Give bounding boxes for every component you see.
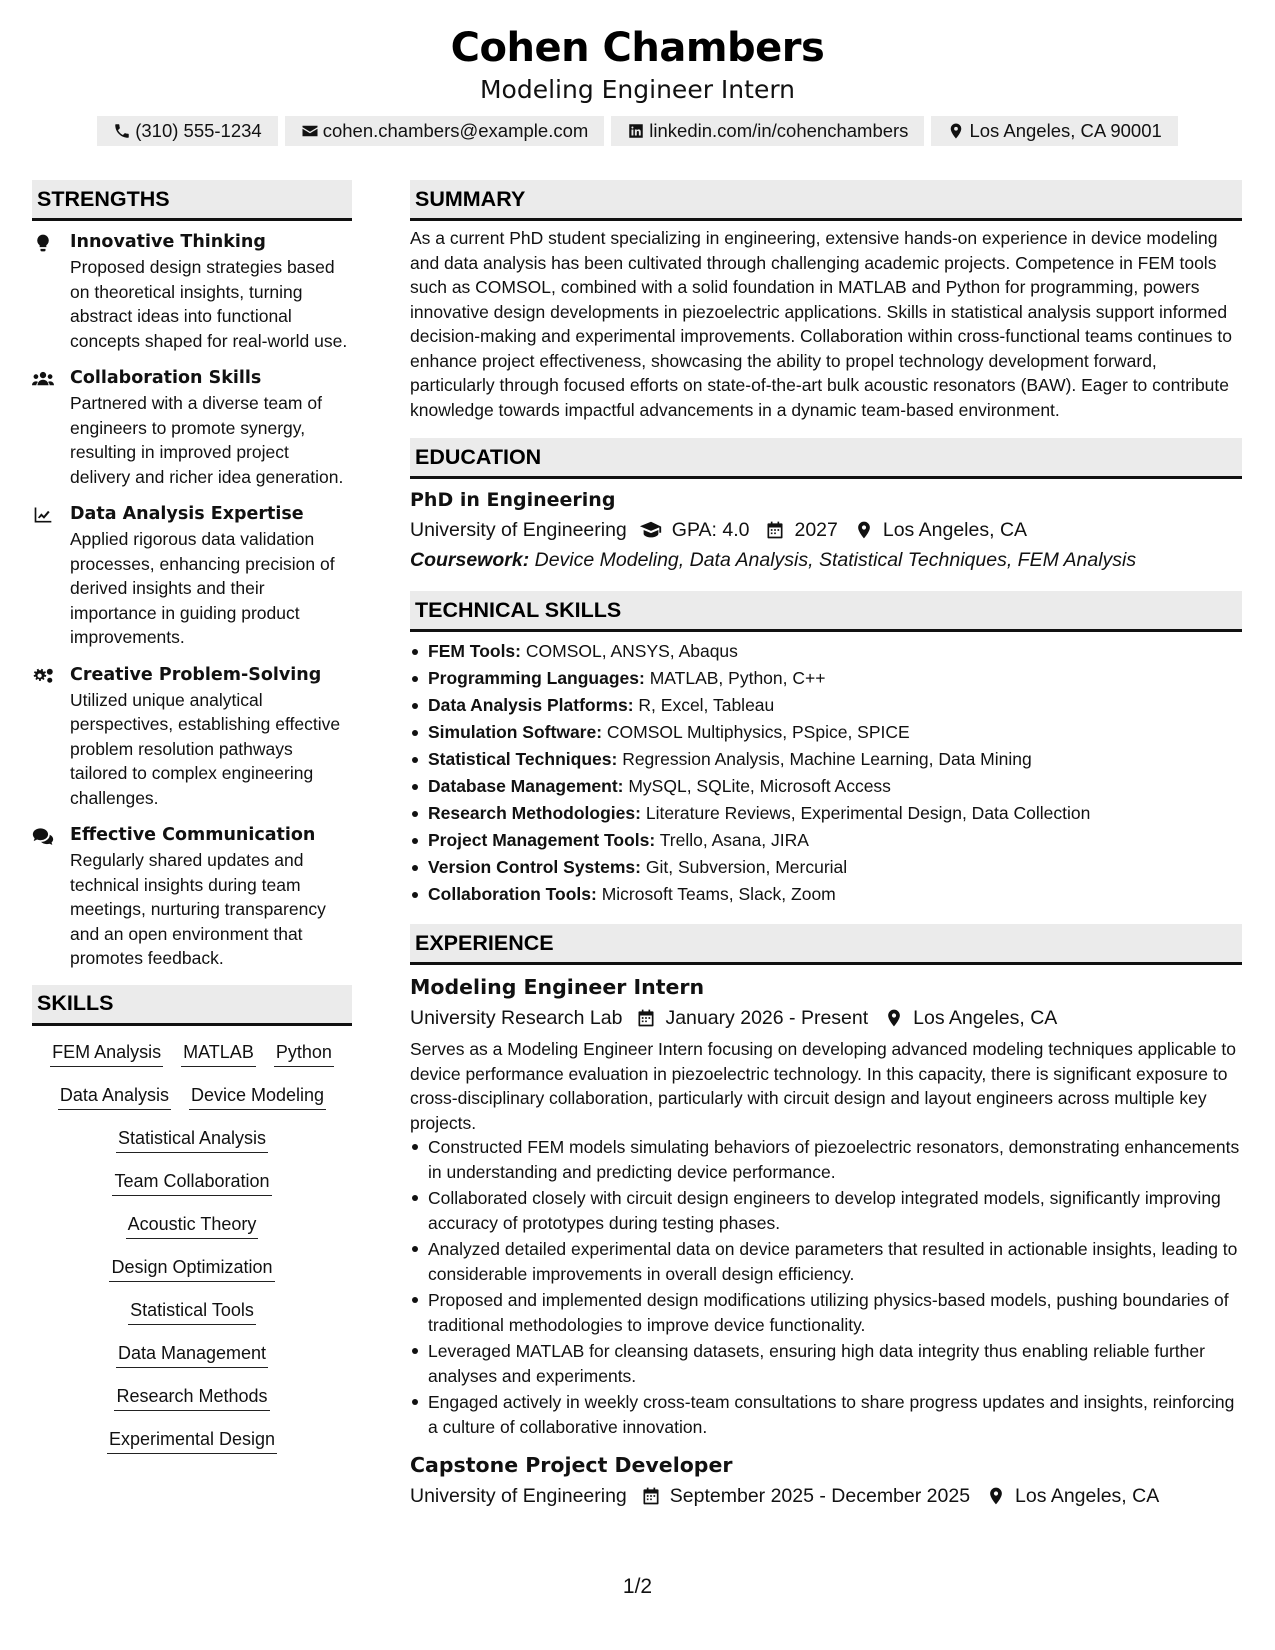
strength-desc: Regularly shared updates and technical insights during team meetings, nurturing transparency and an open environment that promotes feedback.: [70, 850, 326, 968]
contact-location: [931, 116, 1177, 146]
location-text: Los Angeles, CA 90001: [969, 120, 1162, 141]
page-number: 1/2: [622, 1575, 653, 1598]
education-school: University of Engineering: [410, 519, 627, 541]
summary-heading: SUMMARY: [410, 180, 1242, 221]
strength-item: [32, 501, 352, 650]
skill-tag: Research Methods: [114, 1382, 269, 1411]
list-item: Collaborated closely with circuit design engineers to develop integrated models, significantly improving accuracy of prototypes during testing phases.: [410, 1186, 1242, 1235]
strength-title: Data Analysis Expertise: [70, 504, 304, 524]
job-meta: [410, 1003, 1242, 1033]
job-dates: September 2025 - December 2025: [669, 1485, 971, 1507]
strength-title: Innovative Thinking: [70, 232, 266, 252]
users-icon: [32, 369, 54, 389]
map-pin-icon: [986, 1486, 1006, 1506]
strength-title: Effective Communication: [70, 825, 316, 845]
job-bullets: [410, 1135, 1242, 1439]
skill-tag: Team Collaboration: [112, 1167, 271, 1196]
list-item: Database Management: MySQL, SQLite, Microsoft Access: [410, 773, 1242, 800]
gears-icon: [32, 666, 54, 686]
experience-heading: EXPERIENCE: [410, 924, 1242, 965]
list-item: Analyzed detailed experimental data on device parameters that resulted in actionable insights, leading to considerable improvements in overall design efficiency.: [410, 1237, 1242, 1286]
strength-title: Collaboration Skills: [70, 368, 262, 388]
skill-tag: Data Management: [116, 1339, 268, 1368]
strength-item: [32, 662, 352, 811]
contact-email[interactable]: [285, 116, 605, 146]
list-item: Programming Languages: MATLAB, Python, C++: [410, 665, 1242, 692]
job-location: Los Angeles, CA: [913, 1007, 1058, 1029]
chart-line-icon: [32, 505, 54, 525]
job-org: University Research Lab: [410, 1007, 623, 1029]
technical-skills-heading: TECHNICAL SKILLS: [410, 591, 1242, 632]
skill-tag: Python: [274, 1038, 334, 1067]
lightbulb-icon: [32, 233, 54, 253]
list-item: Engaged actively in weekly cross-team consultations to share progress updates and insights, reinforcing a culture of collaborative innovation.: [410, 1390, 1242, 1439]
job-description: Serves as a Modeling Engineer Intern focusing on developing advanced modeling techniques applicable to device performance evaluation in piezoelectric technology. In this capacity, there is significant exposure to cross-disciplinary collaboration, particularly with circuit design and layout engineers across multiple key projects.: [410, 1039, 1236, 1133]
list-item: Project Management Tools: Trello, Asana, JIRA: [410, 827, 1242, 854]
strength-desc: Utilized unique analytical perspectives, establishing effective problem resolution pathways tailored to complex engineering challenges.: [70, 689, 341, 808]
job-org: University of Engineering: [410, 1485, 627, 1507]
linkedin-text: linkedin.com/in/cohenchambers: [649, 120, 909, 141]
map-pin-icon: [854, 520, 874, 540]
list-item: FEM Tools: COMSOL, ANSYS, Abaqus: [410, 638, 1242, 665]
job-title: Capstone Project Developer: [410, 1453, 733, 1477]
skill-tag: Device Modeling: [189, 1081, 326, 1110]
map-pin-icon: [884, 1008, 904, 1028]
coursework-list: Device Modeling, Data Analysis, Statistical Techniques, FEM Analysis: [534, 549, 1137, 571]
graduation-cap-icon: [639, 520, 663, 540]
email-text: cohen.chambers@example.com: [322, 120, 589, 141]
list-item: Constructed FEM models simulating behaviors of piezoelectric resonators, demonstrating enhancements in understanding and predicting device performance.: [410, 1135, 1242, 1184]
strength-desc: Proposed design strategies based on theoretical insights, turning abstract ideas into functional concepts shaped for real-world use.: [70, 257, 348, 351]
strengths-list: [32, 229, 352, 971]
list-item: Data Analysis Platforms: R, Excel, Tableau: [410, 692, 1242, 719]
education-heading: EDUCATION: [410, 438, 1242, 479]
skills-heading: SKILLS: [32, 985, 352, 1026]
strengths-heading: STRENGTHS: [32, 180, 352, 221]
list-item: Collaboration Tools: Microsoft Teams, Slack, Zoom: [410, 881, 1242, 908]
list-item: Simulation Software: COMSOL Multiphysics, PSpice, SPICE: [410, 719, 1242, 746]
summary-text: As a current PhD student specializing in engineering, extensive hands-on experience in device modeling and data analysis has been cultivated through challenging academic projects. Competence in FEM tools such as COMSOL, combined with a solid foundation in MATLAB and Python for programming, powers innovative design developments in piezoelectric applications. Skills in statistical analysis support informed decision-making and experimental improvements. Collaboration within cross-functional teams continues to enhance project effectiveness, showcasing the ability to propel technology development forward, particularly through focused efforts on state-of-the-art bulk acoustic resonators (BAW). Eager to contribute knowledge towards impactful advancements in a dynamic team-based environment.: [410, 228, 1232, 420]
candidate-name: Cohen Chambers: [450, 25, 825, 71]
phone-text: (310) 555-1234: [135, 120, 262, 141]
contact-bar: [0, 116, 1275, 146]
technical-skills-list: [410, 638, 1242, 908]
list-item: Statistical Techniques: Regression Analysis, Machine Learning, Data Mining: [410, 746, 1242, 773]
strength-title: Creative Problem-Solving: [70, 664, 322, 685]
calendar-icon: [765, 520, 785, 540]
coursework-label: Coursework:: [410, 549, 530, 571]
job-title: Modeling Engineer Intern: [410, 975, 705, 999]
calendar-icon: [636, 1008, 656, 1028]
contact-linkedin[interactable]: [611, 116, 924, 146]
resume-header: [0, 22, 1275, 146]
calendar-icon: [641, 1486, 661, 1506]
phone-icon: [113, 122, 131, 140]
skill-tag: Statistical Analysis: [116, 1124, 268, 1153]
skill-tag: Data Analysis: [58, 1081, 171, 1110]
education-coursework: [410, 545, 1242, 575]
education-location: Los Angeles, CA: [882, 519, 1028, 541]
education-degree: PhD in Engineering: [410, 489, 616, 511]
education-gpa: GPA: 4.0: [671, 519, 750, 541]
map-pin-icon: [947, 122, 965, 140]
strength-item: [32, 229, 352, 353]
skill-tag: Experimental Design: [107, 1425, 277, 1454]
skill-tag: Acoustic Theory: [126, 1210, 259, 1239]
list-item: Version Control Systems: Git, Subversion, Mercurial: [410, 854, 1242, 881]
skill-tag: MATLAB: [181, 1038, 256, 1067]
job-location: Los Angeles, CA: [1015, 1485, 1160, 1507]
skills-tags: [32, 1038, 352, 1454]
linkedin-icon: [627, 122, 645, 140]
strength-desc: Applied rigorous data validation processes, enhancing precision of derived insights and their importance in guiding product improvements.: [70, 529, 335, 647]
skill-tag: FEM Analysis: [50, 1038, 163, 1067]
job-meta: [410, 1481, 1242, 1511]
education-year: 2027: [794, 519, 838, 541]
list-item: Proposed and implemented design modifications utilizing physics-based models, pushing boundaries of traditional methodologies to improve device functionality.: [410, 1288, 1242, 1337]
strength-item: [32, 365, 352, 489]
comments-icon: [32, 826, 54, 846]
skill-tag: Statistical Tools: [128, 1296, 256, 1325]
skill-tag: Design Optimization: [109, 1253, 274, 1282]
strength-item: [32, 822, 352, 971]
list-item: Leveraged MATLAB for cleansing datasets, ensuring high data integrity thus enabling reliable further analyses and experiments.: [410, 1339, 1242, 1388]
contact-phone[interactable]: [97, 116, 278, 146]
left-column: [32, 180, 352, 1454]
right-column: [410, 180, 1242, 1511]
list-item: Research Methodologies: Literature Reviews, Experimental Design, Data Collection: [410, 800, 1242, 827]
education-meta: [410, 515, 1242, 545]
job-dates: January 2026 - Present: [665, 1007, 869, 1029]
candidate-title: Modeling Engineer Intern: [479, 75, 796, 104]
strength-desc: Partnered with a diverse team of engineers to promote synergy, resulting in improved project delivery and richer idea generation.: [70, 393, 344, 487]
envelope-icon: [301, 122, 319, 140]
